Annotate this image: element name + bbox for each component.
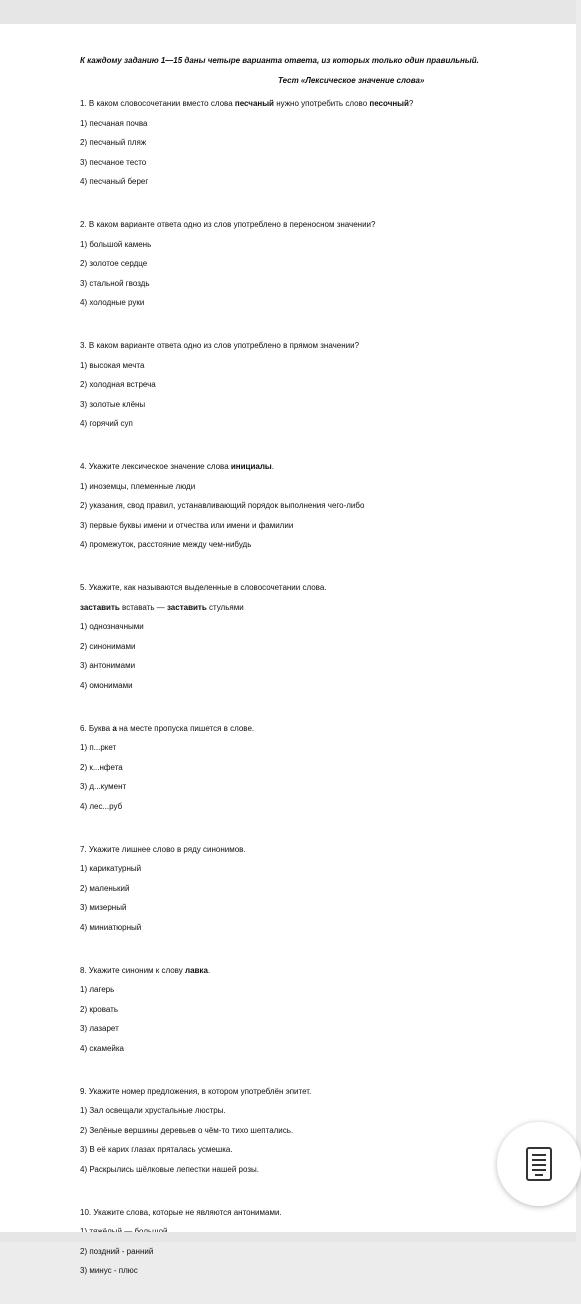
text-run: нужно употребить слово xyxy=(273,99,370,108)
question-8 xyxy=(80,961,560,1059)
document-icon xyxy=(525,1146,553,1182)
text-run: 7. Укажите лишнее слово в ряду синонимов. xyxy=(80,844,246,854)
bold-term: песчаный xyxy=(234,99,274,108)
answer-option: 4) лес...руб xyxy=(80,801,123,811)
text-run: 4. Укажите лексическое значение слова xyxy=(80,462,231,471)
answer-option: 3) д...кумент xyxy=(80,782,127,791)
top-bar xyxy=(0,0,576,24)
question-list xyxy=(80,94,560,1304)
answer-option: 3) золотые клёны xyxy=(80,399,146,409)
question-5 xyxy=(80,578,560,695)
answer-option: 2) золотое сердце xyxy=(80,259,148,268)
question-text xyxy=(80,719,560,739)
answer-option: 4) песчаный берег xyxy=(80,177,149,186)
instructions-heading: К каждому заданию 1—15 даны четыре варианта ответа, из которых только один правильный. xyxy=(80,56,479,65)
text-run: 6. Буква xyxy=(80,723,113,733)
answer-option: 4) миниатюрный xyxy=(80,922,142,932)
text-run: 9. Укажите номер предложения, в котором употреблён эпитет. xyxy=(80,1086,312,1096)
answer-option: 1) иноземцы, племенные люди xyxy=(80,481,196,491)
answer-option: 3) антонимами xyxy=(80,661,136,670)
bold-term: инициалы xyxy=(230,462,272,471)
question-text xyxy=(80,840,560,860)
answer-option: 4) Раскрылись шёлковые лепестки нашей розы. xyxy=(80,1164,259,1174)
question-2 xyxy=(80,215,560,313)
answer-option: 2) Зелёные вершины деревьев о чём-то тихо шептались. xyxy=(80,1125,294,1135)
question-7 xyxy=(80,840,560,938)
answer-option: 3) мизерный xyxy=(80,903,127,912)
text-run: . xyxy=(207,965,211,975)
question-text xyxy=(80,336,560,356)
text-run: 5. Укажите, как называются выделенные в словосочетании слова. xyxy=(80,583,327,592)
question-1 xyxy=(80,94,560,192)
bold-term: лавка xyxy=(184,965,208,975)
answer-option: 1) высокая мечта xyxy=(80,360,145,370)
answer-option: 3) В её карих глазах пряталась усмешка. xyxy=(80,1145,233,1154)
answer-option: 2) маленький xyxy=(80,883,130,893)
text-run: 10. Укажите слова, которые не являются антонимами. xyxy=(80,1207,282,1217)
answer-option: 3) первые буквы имени и отчества или имени и фамилии xyxy=(80,520,294,530)
document-view-button[interactable] xyxy=(497,1122,581,1206)
question-6 xyxy=(80,719,560,817)
answer-option: 3) песчаное тесто xyxy=(80,157,147,167)
answer-option: 2) песчаный пляж xyxy=(80,138,147,147)
answer-option: 1) Зал освещали хрустальные люстры. xyxy=(80,1106,226,1115)
test-title: Тест «Лексическое значение слова» xyxy=(278,76,425,85)
text-run: стульями xyxy=(206,602,244,612)
answer-option: 1) лагерь xyxy=(80,985,115,994)
text-run: ? xyxy=(408,99,414,108)
answer-option: 2) поздний - ранний xyxy=(80,1246,154,1256)
text-run: вставать — xyxy=(119,602,167,612)
text-run: . xyxy=(271,462,274,471)
answer-option: 4) горячий суп xyxy=(80,419,133,428)
answer-option: 2) холодная встреча xyxy=(80,380,156,389)
answer-option: 1) песчаная почва xyxy=(80,118,148,128)
text-run: 8. Укажите синоним к слову xyxy=(80,965,185,975)
answer-option: 3) лазарет xyxy=(80,1024,119,1033)
question-phrase xyxy=(80,598,560,618)
document-page xyxy=(0,24,576,1275)
answer-option: 4) омонимами xyxy=(80,680,133,690)
answer-option: 1) карикатурный xyxy=(80,864,142,873)
answer-option: 1) большой камень xyxy=(80,239,152,249)
bold-term: песочный xyxy=(369,99,409,108)
text-run: 3. В каком варианте ответа одно из слов употреблено в прямом значении? xyxy=(80,341,360,350)
answer-option: 2) указания, свод правил, устанавливающий порядок выполнения чего-либо xyxy=(80,501,365,510)
answer-option: 3) стальной гвоздь xyxy=(80,278,150,288)
question-text xyxy=(80,961,560,981)
answer-option: 1) однозначными xyxy=(80,622,144,631)
answer-option: 2) синонимами xyxy=(80,641,136,651)
answer-option: 4) промежуток, расстояние между чем-нибудь xyxy=(80,540,252,549)
answer-option: 1) п...ркет xyxy=(80,743,117,752)
question-text xyxy=(80,457,560,477)
answer-option: 4) скамейка xyxy=(80,1043,125,1053)
answer-option: 4) холодные руки xyxy=(80,298,145,307)
bold-term: заставить xyxy=(166,602,207,612)
question-9 xyxy=(80,1082,560,1180)
question-text xyxy=(80,1203,560,1223)
question-text xyxy=(80,1082,560,1102)
text-run: 1. В каком словосочетании вместо слова xyxy=(80,99,235,108)
answer-option: 3) минус - плюс xyxy=(80,1266,138,1275)
bottom-bar xyxy=(0,1232,576,1242)
answer-option: 2) кровать xyxy=(80,1004,118,1014)
question-text xyxy=(80,215,560,235)
question-text xyxy=(80,578,560,598)
question-3 xyxy=(80,336,560,434)
bold-term: заставить xyxy=(80,602,120,612)
question-4 xyxy=(80,457,560,555)
bold-term: а xyxy=(112,723,117,733)
text-run: 2. В каком варианте ответа одно из слов употреблено в переносном значении? xyxy=(80,220,376,229)
question-text xyxy=(80,94,560,114)
text-run: на месте пропуска пишется в слове. xyxy=(116,723,255,733)
answer-option: 2) к...нфета xyxy=(80,762,123,772)
